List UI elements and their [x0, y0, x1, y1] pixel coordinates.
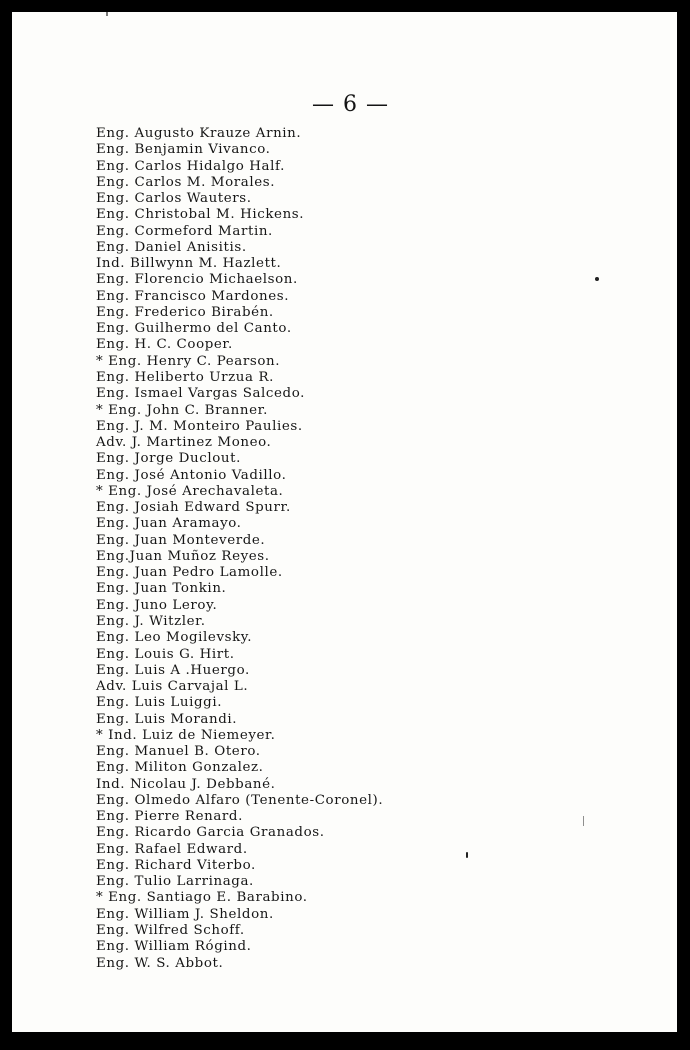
- name-entry: Eng. Augusto Krauze Arnin.: [96, 126, 302, 141]
- name-entry: Eng.Juan Muñoz Reyes.: [96, 548, 270, 564]
- name-entry: Eng. José Antonio Vadillo.: [96, 467, 287, 483]
- name-entry: * Eng. Henry C. Pearson.: [96, 353, 281, 369]
- name-entry: Eng. Manuel B. Otero.: [96, 744, 261, 760]
- name-entry: Eng. Luis A .Huergo.: [96, 662, 250, 678]
- name-entry: Eng. Christobal M. Hickens.: [96, 207, 305, 223]
- name-entry: Eng. Jorge Duclout.: [96, 451, 241, 467]
- name-entry: Eng. Cormeford Martin.: [96, 223, 273, 239]
- name-entry: Ind. Billwynn M. Hazlett.: [96, 256, 282, 272]
- name-entry: Ind. Nicolau J. Debbané.: [96, 776, 276, 792]
- name-entry: Eng. Leo Mogilevsky.: [96, 630, 253, 646]
- name-entry: Eng. Militon Gonzalez.: [96, 760, 264, 776]
- name-entry: Eng. Guilhermo del Canto.: [96, 321, 292, 337]
- name-entry: Eng. Frederico Birabén.: [96, 304, 274, 320]
- name-entry: Eng. Benjamin Vivanco.: [96, 142, 271, 158]
- name-entry: Eng. William J. Sheldon.: [96, 906, 274, 922]
- name-entry: Eng. Tulio Larrinaga.: [96, 874, 254, 890]
- name-entry: Eng. Carlos M. Morales.: [96, 174, 276, 190]
- print-speck: [466, 852, 468, 858]
- member-list: [96, 126, 383, 972]
- name-entry: Eng. Juan Tonkin.: [96, 581, 227, 597]
- name-entry: Eng. Wilfred Schoff.: [96, 923, 245, 939]
- name-entry: Adv. J. Martinez Moneo.: [96, 435, 272, 451]
- name-entry: Eng. Olmedo Alfaro (Tenente-Coronel).: [96, 792, 384, 808]
- name-entry: Eng. H. C. Cooper.: [96, 337, 233, 353]
- name-entry: * Eng. José Arechavaleta.: [96, 483, 284, 499]
- name-entry: Eng. Heliberto Urzua R.: [96, 369, 274, 385]
- name-entry: Eng. Francisco Mardones.: [96, 288, 290, 304]
- name-entry: Eng. Luis Luiggi.: [96, 695, 223, 711]
- name-entry: Eng. Luis Morandi.: [96, 711, 238, 727]
- document-page: [12, 12, 677, 1032]
- name-entry: Eng. J. M. Monteiro Paulies.: [96, 418, 303, 434]
- name-entry: Eng. W. S. Abbot.: [96, 955, 224, 971]
- page-number: — 6 —: [312, 92, 389, 117]
- name-entry: Eng. Josiah Edward Spurr.: [96, 500, 291, 516]
- name-entry: Eng. Juno Leroy.: [96, 597, 218, 613]
- name-entry: Eng. Rafael Edward.: [96, 841, 248, 857]
- name-entry: Eng. Ismael Vargas Salcedo.: [96, 386, 306, 402]
- name-entry: Eng. Juan Aramayo.: [96, 516, 242, 532]
- name-entry: Eng. J. Witzler.: [96, 613, 206, 629]
- name-entry: Eng. Ricardo Garcia Granados.: [96, 825, 325, 841]
- name-entry: Eng. Pierre Renard.: [96, 809, 243, 825]
- name-entry: * Eng. John C. Branner.: [96, 402, 269, 418]
- name-entry: Eng. Carlos Hidalgo Half.: [96, 158, 285, 174]
- name-entry: Eng. Florencio Michaelson.: [96, 272, 298, 288]
- name-entry: Eng. William Rógind.: [96, 939, 252, 955]
- name-entry: * Eng. Santiago E. Barabino.: [96, 890, 308, 906]
- print-speck: [595, 277, 599, 281]
- name-entry: Adv. Luis Carvajal L.: [96, 679, 249, 695]
- name-entry: Eng. Louis G. Hirt.: [96, 646, 235, 662]
- print-speck: [106, 12, 108, 16]
- name-entry: * Ind. Luiz de Niemeyer.: [96, 727, 276, 743]
- name-entry: Eng. Richard Viterbo.: [96, 857, 256, 873]
- print-speck: [583, 816, 584, 826]
- name-entry: Eng. Juan Monteverde.: [96, 532, 266, 548]
- name-entry: Eng. Carlos Wauters.: [96, 191, 252, 207]
- name-entry: Eng. Daniel Anisitis.: [96, 239, 247, 255]
- name-entry: Eng. Juan Pedro Lamolle.: [96, 565, 283, 581]
